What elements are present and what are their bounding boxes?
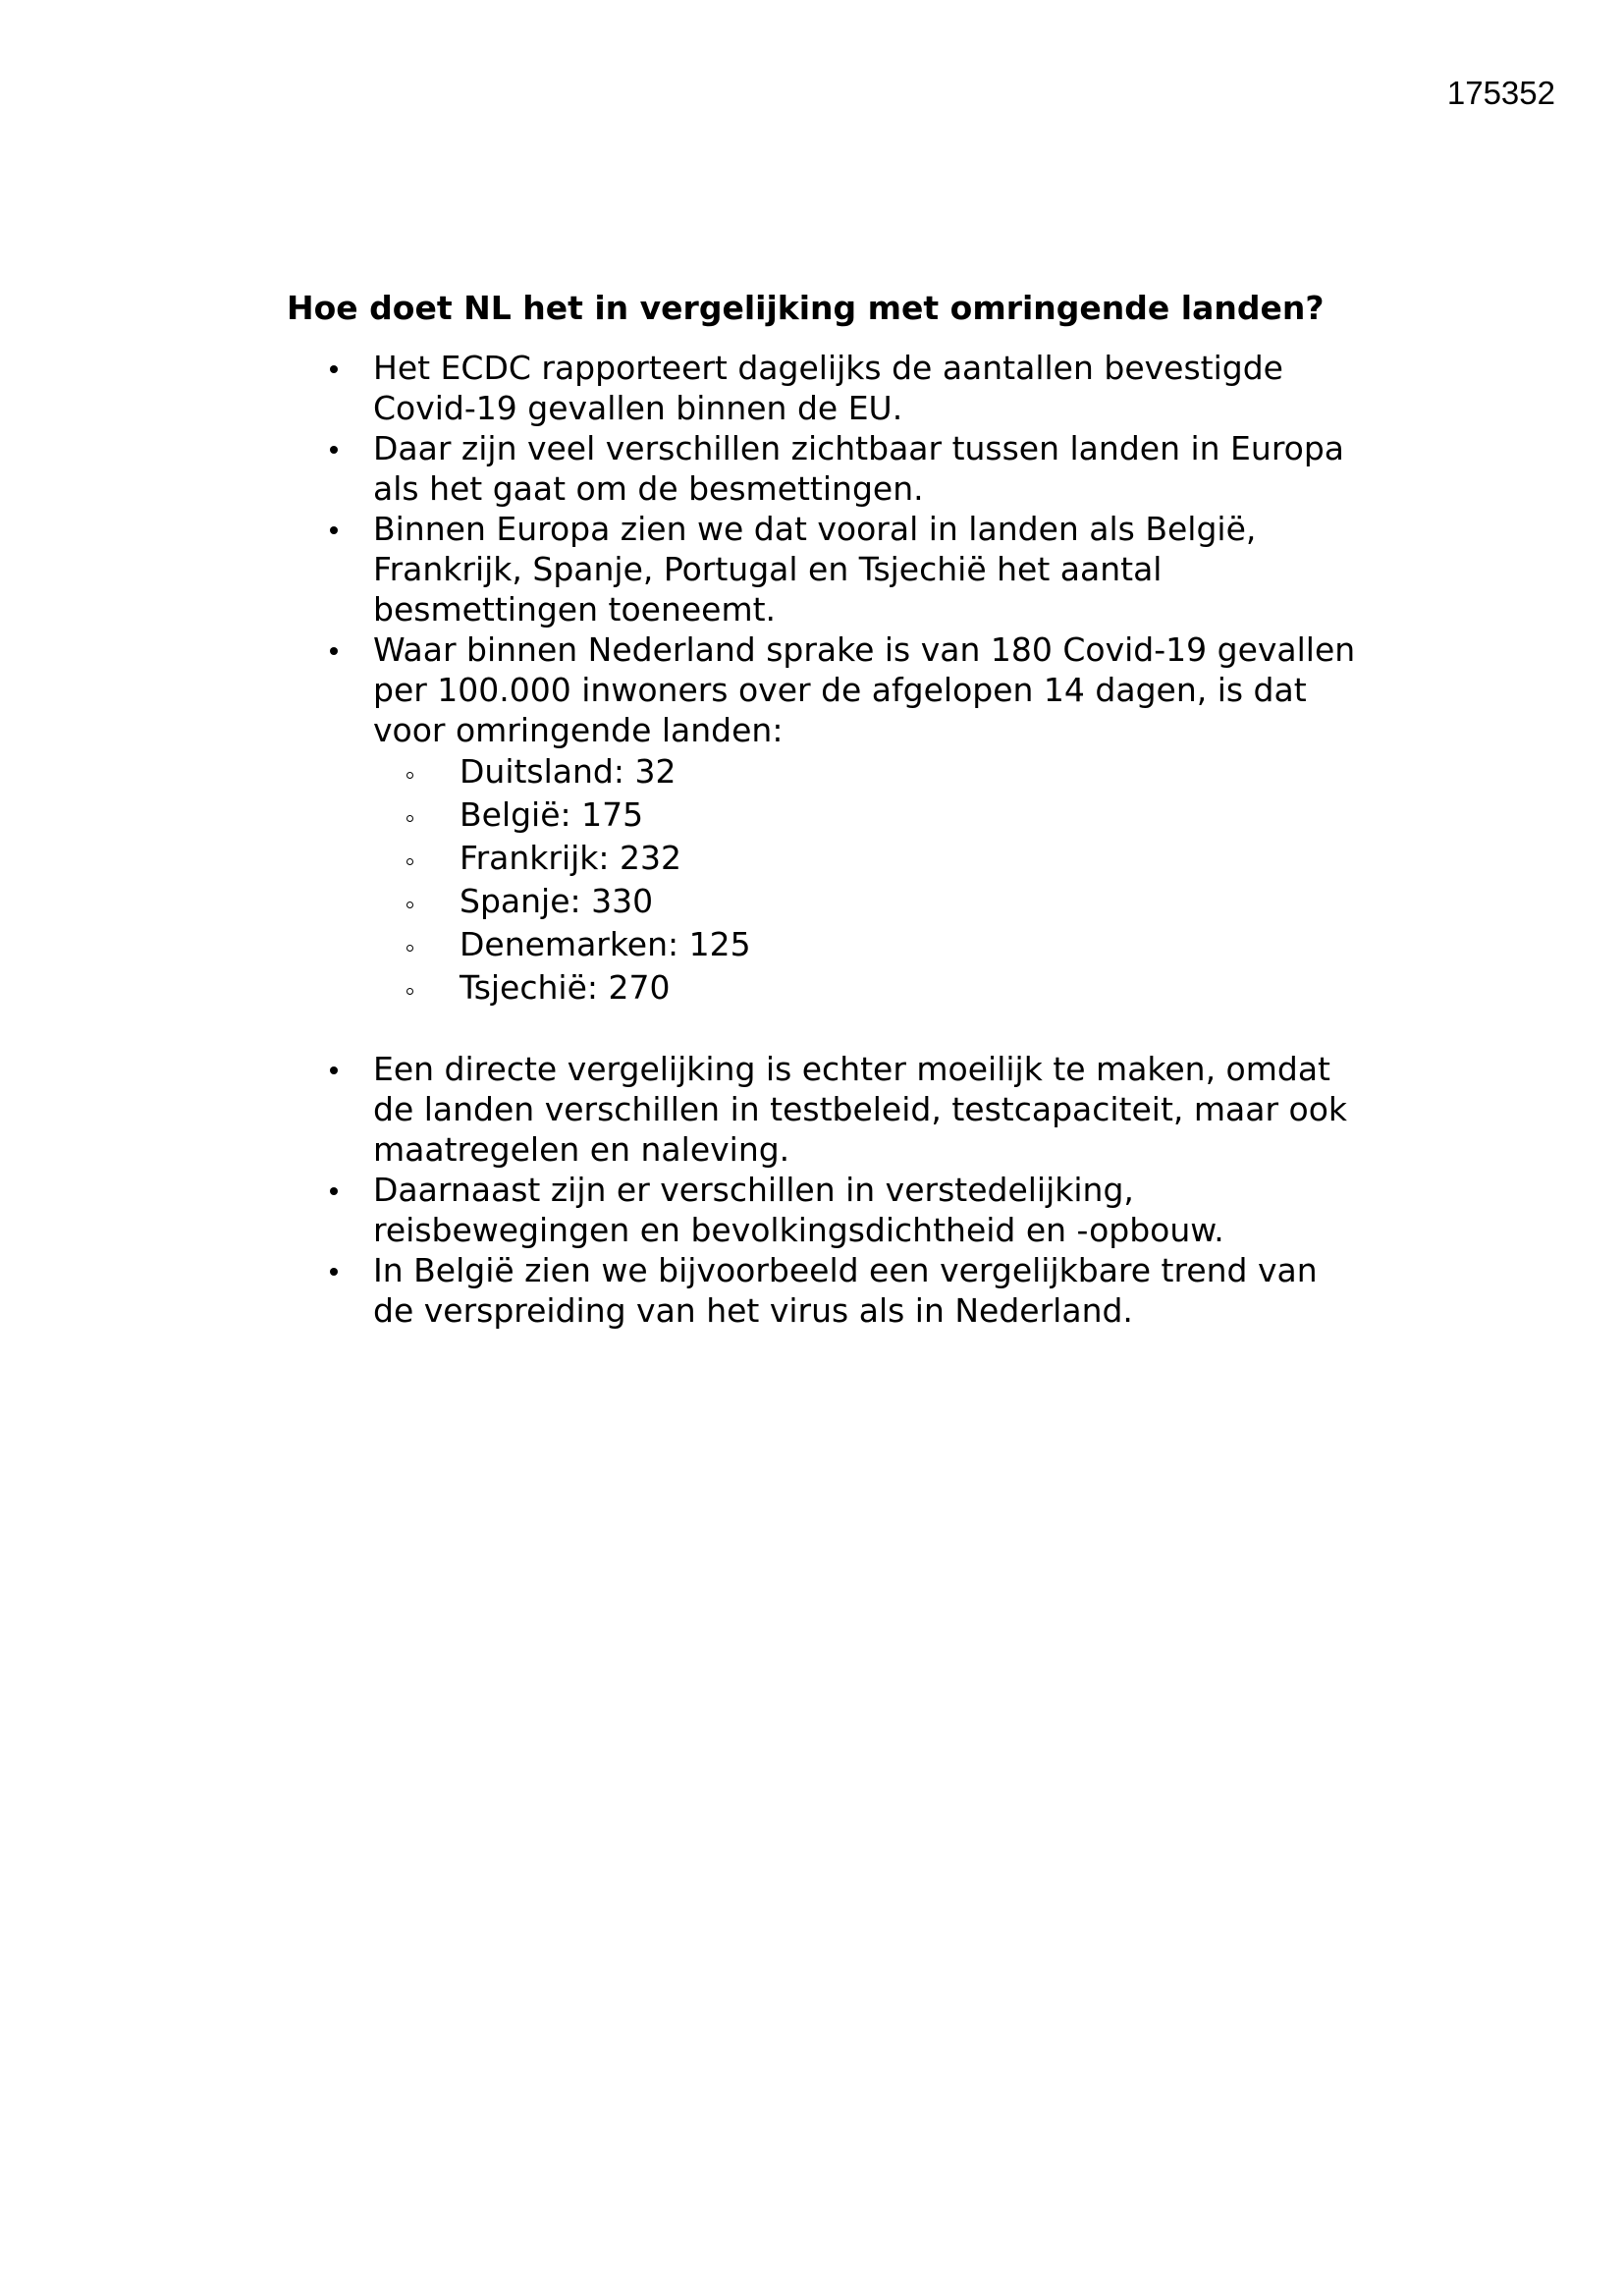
- document-number: 175352: [1446, 75, 1555, 111]
- sublist-item: België: 175: [373, 793, 1367, 837]
- page-title: Hoe doet NL het in vergelijking met omringende landen?: [287, 289, 1325, 327]
- country-sublist: [373, 750, 1367, 1010]
- sublist-item: Duitsland: 32: [373, 750, 1367, 793]
- document-content: [287, 285, 1367, 1331]
- sublist-item: Tsjechië: 270: [373, 966, 1367, 1010]
- list-item: Het ECDC rapporteert dagelijks de aantallen bevestigde Covid-19 gevallen binnen de EU.: [287, 348, 1367, 428]
- sublist-item: Spanje: 330: [373, 880, 1367, 923]
- list-item: Een directe vergelijking is echter moeilijk te maken, omdat de landen verschillen in testbeleid, testcapaciteit, maar ook maatregelen en naleving.: [287, 1049, 1367, 1170]
- list-item: Daarnaast zijn er verschillen in verstedelijking, reisbewegingen en bevolkingsdichtheid en -opbouw.: [287, 1170, 1367, 1250]
- list-item-with-sublist: [287, 629, 1367, 1010]
- list-item: Binnen Europa zien we dat vooral in landen als België, Frankrijk, Spanje, Portugal en Tsjechië het aantal besmettingen toeneemt.: [287, 509, 1367, 629]
- list-item: In België zien we bijvoorbeeld een vergelijkbare trend van de verspreiding van het virus als in Nederland.: [287, 1250, 1367, 1331]
- list-item-text: Waar binnen Nederland sprake is van 180 Covid-19 gevallen per 100.000 inwoners over de afgelopen 14 dagen, is dat voor omringende landen:: [373, 630, 1356, 749]
- sublist-item: Denemarken: 125: [373, 923, 1367, 966]
- sublist-item: Frankrijk: 232: [373, 837, 1367, 880]
- bullet-list: [287, 348, 1367, 1331]
- list-item: Daar zijn veel verschillen zichtbaar tussen landen in Europa als het gaat om de besmettingen.: [287, 428, 1367, 509]
